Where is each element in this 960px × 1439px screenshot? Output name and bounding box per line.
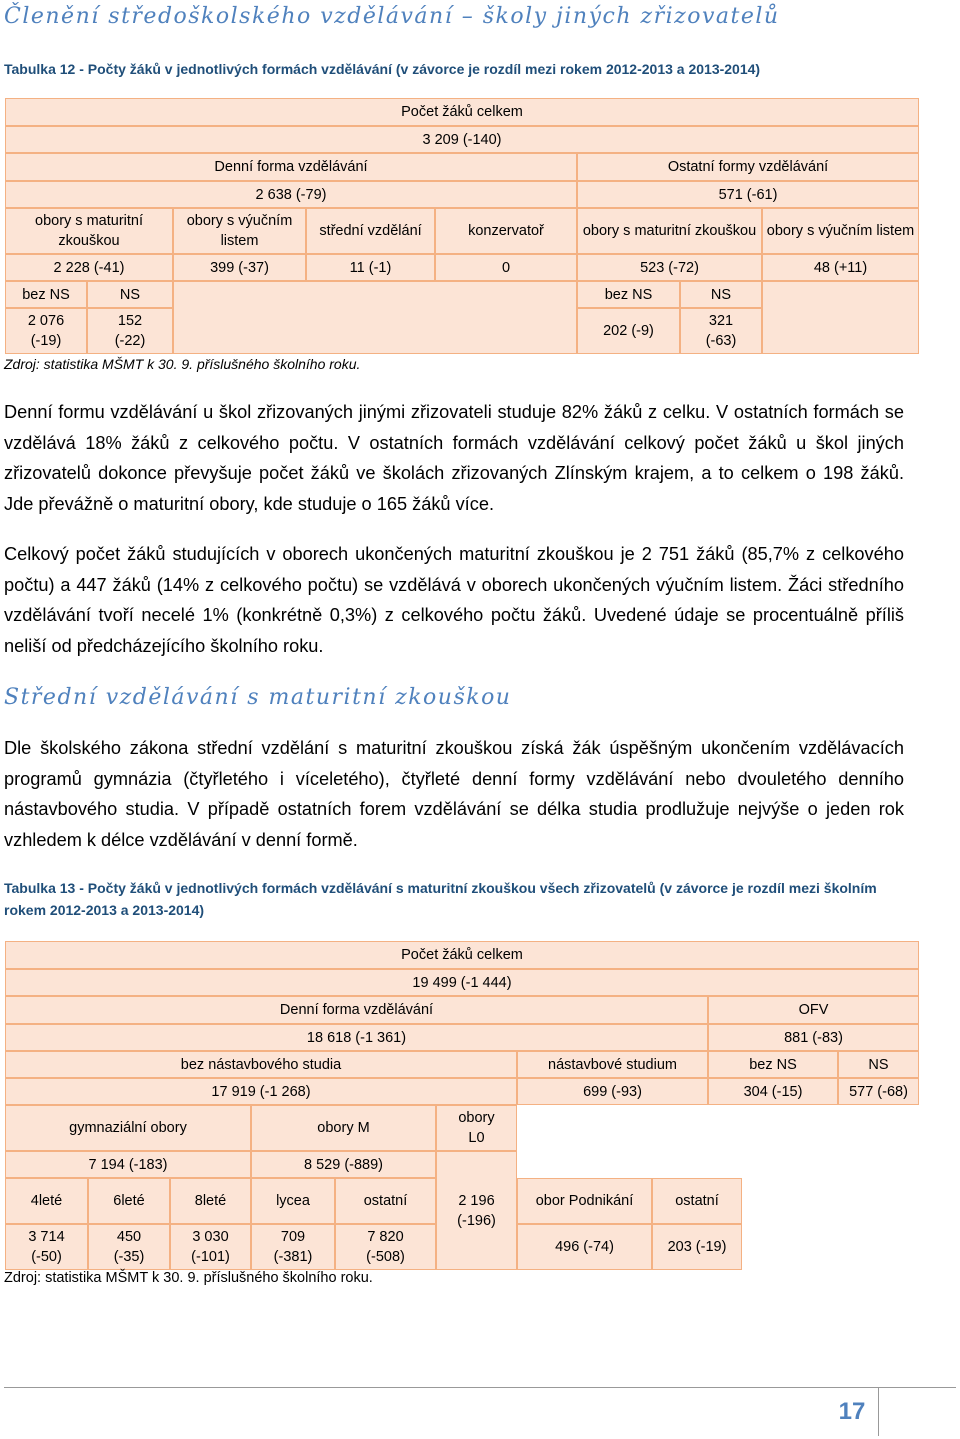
split-value: 321 (-63) (680, 308, 762, 354)
ns-value: 577 (-68) (838, 1078, 919, 1105)
total-label: Počet žáků celkem (5, 941, 919, 969)
column-value: 48 (+11) (762, 254, 919, 281)
total-label: Počet žáků celkem (5, 98, 919, 126)
footer-divider (878, 1388, 879, 1436)
obory-l0-label: obory L0 (436, 1105, 517, 1151)
sub-label: 4leté (5, 1178, 88, 1224)
column-value: 523 (-72) (577, 254, 762, 281)
bez-ns-label: bez NS (708, 1051, 838, 1078)
obory-l0-value: 2 196 (-196) (436, 1151, 517, 1270)
empty-cell (762, 281, 919, 354)
column-label: obory s maturitní zkouškou (577, 208, 762, 254)
gymnazialni-value: 7 194 (-183) (5, 1151, 251, 1178)
sub-label: 6leté (88, 1178, 170, 1224)
table-12-caption: Tabulka 12 - Počty žáků v jednotlivých formách vzdělávání (v závorce je rozdíl mezi rokem 2012-2013 a 2013-2014) (4, 61, 761, 77)
section-heading-2: Střední vzdělávání s maturitní zkouškou (4, 685, 512, 710)
bez-ns-value: 304 (-15) (708, 1078, 838, 1105)
ns-label: NS (838, 1051, 919, 1078)
column-label: konzervatoř (435, 208, 577, 254)
split-label: NS (680, 281, 762, 308)
split-label: bez NS (577, 281, 680, 308)
column-value: 399 (-37) (173, 254, 306, 281)
paragraph-2: Celkový počet žáků studujících v oborech ukončených maturitní zkouškou je 2 751 žáků (85,7% z celkového počtu) a 447 žáků (14% z celkového počtu) se vzdělává v oborech ukončených výučním listem. Žáci středního vzdělávání tvoří necelé 1% (konkrétně 0,3%) z celkového počtu žáků. Uvedené údaje se procentuálně příliš neliší od předcházejícího školního roku. (4, 544, 904, 657)
page-number: 17 (838, 1398, 866, 1425)
sub-label: 8leté (170, 1178, 251, 1224)
ostatni-value: 571 (-61) (577, 181, 919, 208)
denni-value: 18 618 (-1 361) (5, 1024, 708, 1051)
gymnazialni-label: gymnaziální obory (5, 1105, 251, 1151)
paragraph-3: Dle školského zákona střední vzdělání s maturitní zkouškou získá žák úspěšným ukončením vzdělávacích programů gymnázia (čtyřletého i víceletého), čtyřleté denní formy vzdělávání nebo dvouletého denního nástavbového studia. V případě ostatních forem vzdělávání se délka studia prodlužuje nejvýše o jeden rok vzhledem k délce vzdělávání v denní formě. (4, 738, 904, 851)
footer-rule (4, 1387, 956, 1388)
split-value: 2 076 (-19) (5, 308, 87, 354)
split-label: bez NS (5, 281, 87, 308)
table-12-source: Zdroj: statistika MŠMT k 30. 9. příslušného školního roku. (4, 356, 361, 372)
total-value: 19 499 (-1 444) (5, 969, 919, 996)
bez-nastavby-value: 17 919 (-1 268) (5, 1078, 517, 1105)
empty-cell (517, 1105, 919, 1178)
ofv-value: 881 (-83) (708, 1024, 919, 1051)
ostatni-label: Ostatní formy vzdělávání (577, 153, 919, 181)
denni-label: Denní forma vzdělávání (5, 153, 577, 181)
nastavba-ostatni-value: 203 (-19) (652, 1224, 742, 1270)
column-value: 0 (435, 254, 577, 281)
column-label: obory s výučním listem (762, 208, 919, 254)
sub-label: lycea (251, 1178, 335, 1224)
sub-value: 709 (-381) (251, 1224, 335, 1270)
ofv-label: OFV (708, 996, 919, 1024)
section-heading: Členění středoškolského vzdělávání – školy jiných zřizovatelů (4, 4, 780, 29)
column-label: obory s maturitní zkouškou (5, 208, 173, 254)
sub-value: 3 714 (-50) (5, 1224, 88, 1270)
bez-nastavby-label: bez nástavbového studia (5, 1051, 517, 1078)
obory-m-value: 8 529 (-889) (251, 1151, 436, 1178)
split-label: NS (87, 281, 173, 308)
nastavba-ostatni-label: ostatní (652, 1178, 742, 1224)
split-value: 202 (-9) (577, 308, 680, 354)
table-13-caption: Tabulka 13 - Počty žáků v jednotlivých formách vzdělávání s maturitní zkouškou všech zřizovatelů (v závorce je rozdíl mezi školním rokem 2012-2013 a 2013-2014) (4, 880, 877, 918)
column-label: střední vzdělání (306, 208, 435, 254)
obory-m-label: obory M (251, 1105, 436, 1151)
table-13-source: Zdroj: statistika MŠMT k 30. 9. příslušného školního roku. (4, 1270, 373, 1286)
column-label: obory s výučním listem (173, 208, 306, 254)
sub-value: 3 030 (-101) (170, 1224, 251, 1270)
split-value: 152 (-22) (87, 308, 173, 354)
total-value: 3 209 (-140) (5, 126, 919, 153)
denni-value: 2 638 (-79) (5, 181, 577, 208)
sub-value: 7 820 (-508) (335, 1224, 436, 1270)
podnikani-value: 496 (-74) (517, 1224, 652, 1270)
column-value: 11 (-1) (306, 254, 435, 281)
nastavba-value: 699 (-93) (517, 1078, 708, 1105)
column-value: 2 228 (-41) (5, 254, 173, 281)
empty-cell (173, 281, 577, 354)
podnikani-label: obor Podnikání (517, 1178, 652, 1224)
nastavba-label: nástavbové studium (517, 1051, 708, 1078)
sub-value: 450 (-35) (88, 1224, 170, 1270)
paragraph-1: Denní formu vzdělávání u škol zřizovaných jinými zřizovateli studuje 82% žáků z celku. V ostatních formách se vzdělává 18% žáků z celkového počtu. V ostatních formách vzdělávání celkový počet žáků u škol jiných zřizovatelů dokonce převyšuje počet žáků ve školách zřizovaných Zlínským krajem, a to celkem o 198 žáků. Jde převážně o maturitní obory, kde studuje o 165 žáků více. (4, 402, 904, 515)
sub-label: ostatní (335, 1178, 436, 1224)
denni-label: Denní forma vzdělávání (5, 996, 708, 1024)
